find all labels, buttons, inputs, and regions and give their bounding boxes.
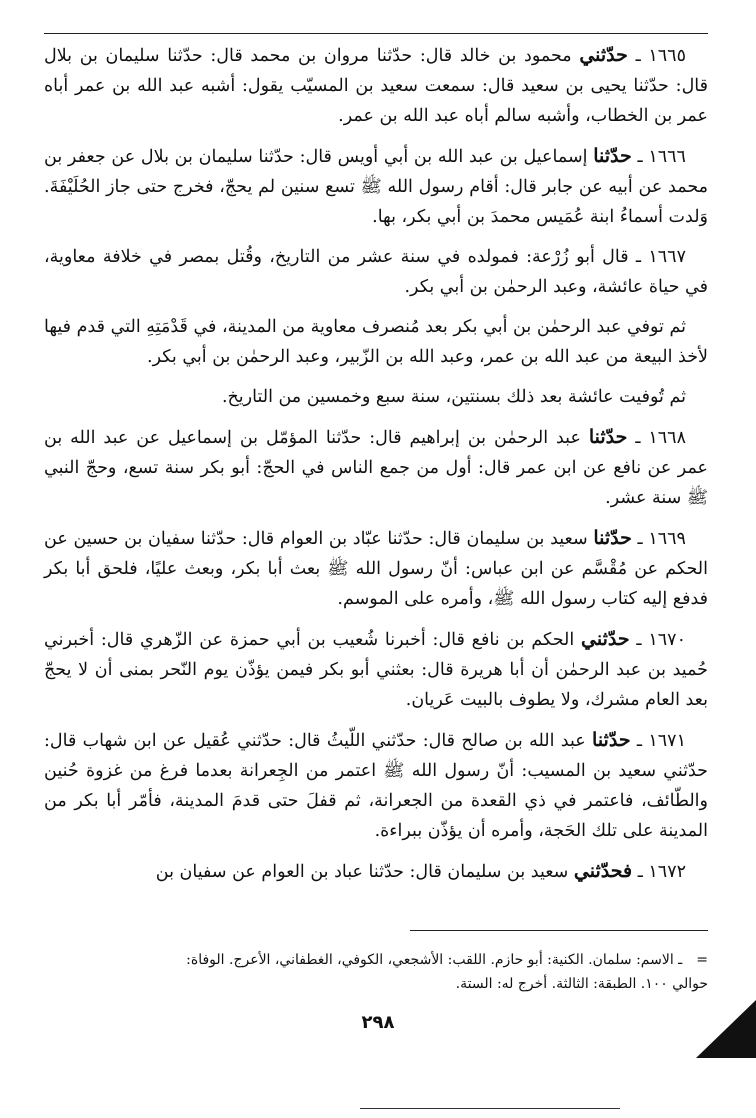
hadith-number: ١٦٦٧ ـ [635,247,686,267]
hadith-number: ١٦٧٢ ـ [637,862,686,882]
narration-keyword: حدّثني [581,628,630,650]
paragraph-text: سعيد بن سليمان قال: حدّثنا عبّاد بن العوام قال: حدّثنا سفيان بن حسين عن الحكم عن مُقْسَّم عن ابن عباس: أنّ رسول الله ﷺ بعث أبا بكر، وبعث عليًا، فلحق أبا بكر فدفع إليه كتاب رسول الله ﷺ، وأمره على الموسم. [44,529,708,609]
paragraph-text: إسماعيل بن عبد الله بن أبي أويس قال: حدّثنا سليمان بن بلال عن جعفر بن محمد عن أبيه عن جابر قال: أقام رسول الله ﷺ تسع سنين لم يحجّ، فخرج حتى جاز الحُلَيْفَةَ. وَلدت أسماءُ ابنة عُمَيس محمدَ بن أبي بكر، بها. [44,147,708,227]
paragraph-1669 [44,523,708,614]
paragraph-1667 [44,242,708,302]
paragraph-1671 [44,725,708,846]
paragraph-text: سعيد بن سليمان قال: حدّثنا عباد بن العوام عن سفيان بن [155,862,569,882]
page-corner-shadow [696,1000,756,1058]
narration-keyword: حدّثنا [592,729,631,751]
paragraph-text: قال أبو زُرْعة: فمولده في سنة عشر من التاريخ، وقُتل بمصر في خلافة معاوية، في حياة عائشة، وعبد الرحمٰن بن أبي بكر. [44,247,708,297]
hadith-number: ١٦٧١ ـ [636,731,686,751]
footnote-separator [410,930,708,931]
hadith-number: ١٦٦٦ ـ [637,147,686,167]
paragraph-1665 [44,40,708,131]
paragraph-1668 [44,422,708,513]
paragraph-1672 [44,856,708,887]
footnote-line-2 [44,972,708,996]
hadith-number: ١٦٦٥ ـ [635,46,686,66]
hadith-number: ١٦٧٠ ـ [636,630,686,650]
narration-keyword: حدّثني [579,44,628,66]
narration-keyword: حدّثنا [593,145,632,167]
paragraph-continuation-1 [44,312,708,372]
paragraph-text: عبد الرحمٰن بن إبراهيم قال: حدّثنا المؤمّل بن إسماعيل عن عبد الله بن عمر عن نافع عن ابن عمر قال: أول من جمع الناس في الحجّ: أبو بكر سنة تسع، وحجّ النبي ﷺ سنة عشر. [44,428,708,508]
paragraph-1666 [44,141,708,232]
footnote-line-1 [44,948,708,972]
paragraph-text: عبد الله بن صالح قال: حدّثني اللّيثُ قال: حدّثني عُقيل عن ابن شهاب قال: حدّثني سعيد بن المسيب: أنّ رسول الله ﷺ اعتمر من الجِعرانة بعدما فرغ من غزوة حُنين والطّائف، فاعتمر في ذي القعدة من الجعرانة، ثم قفلَ حتى قدمَ المدينة، فأمّر أبا بكر من المدينة على تلك الحَجة، وأمره أن يؤذّن ببراءة. [44,731,708,841]
paragraph-continuation-2 [44,382,708,412]
paragraph-text: ثم توفي عبد الرحمٰن بن أبي بكر بعد مُنصرف معاوية من المدينة، في قَدْمَتِهِ التي قدم فيها لأخذ البيعة من عبد الله بن عمر، وعبد الله بن الزّبير، وعبد الرحمٰن بن أبي بكر. [44,317,708,367]
paragraph-text: الحكم بن نافع قال: أخبرنا شُعيب بن أبي حمزة عن الزّهري قال: أخبرني حُميد بن عبد الرحمٰن أن أبا هريرة قال: بعثني أبو بكر فيمن يؤذّن يوم النّحر بمنى أن لا يحجّ بعد العام مشرك، ولا يطوف بالبيت عَريان. [44,630,708,710]
top-rule [44,33,708,34]
hadith-number: ١٦٦٨ ـ [635,428,686,448]
footnote-text: ـ الاسم: سلمان. الكنية: أبو حازم. اللقب: الأشجعي، الكوفي، الغطفاني، الأعرج. الوفاة: [186,952,683,968]
footnote [44,948,708,996]
paragraph-text: محمود بن خالد قال: حدّثنا مروان بن محمد قال: حدّثنا سليمان بن بلال قال: حدّثنا يحيى بن سعيد قال: سمعت سعيد بن المسيّب يقول: أشبه عبد الله بن عمر أباه عمر بن الخطاب، وأشبه سالم أباه عبد الله بن عمر. [44,46,708,126]
footnote-text: حوالي ١٠٠. الطبقة: الثالثة. أخرج له: الستة. [455,976,708,992]
narration-keyword: حدّثنا [588,426,628,448]
narration-keyword: حدّثنا [593,527,632,549]
paragraph-1670 [44,624,708,715]
page-number: ٢٩٨ [361,1012,395,1033]
paragraph-text: ثم تُوفيت عائشة بعد ذلك بسنتين، سنة سبع وخمسين من التاريخ. [221,387,686,407]
narration-keyword: فحدّثني [573,860,633,882]
hadith-number: ١٦٦٩ ـ [637,529,686,549]
page-body [44,40,708,897]
footnote-marker: = [696,952,708,968]
bottom-rule [360,1108,620,1109]
